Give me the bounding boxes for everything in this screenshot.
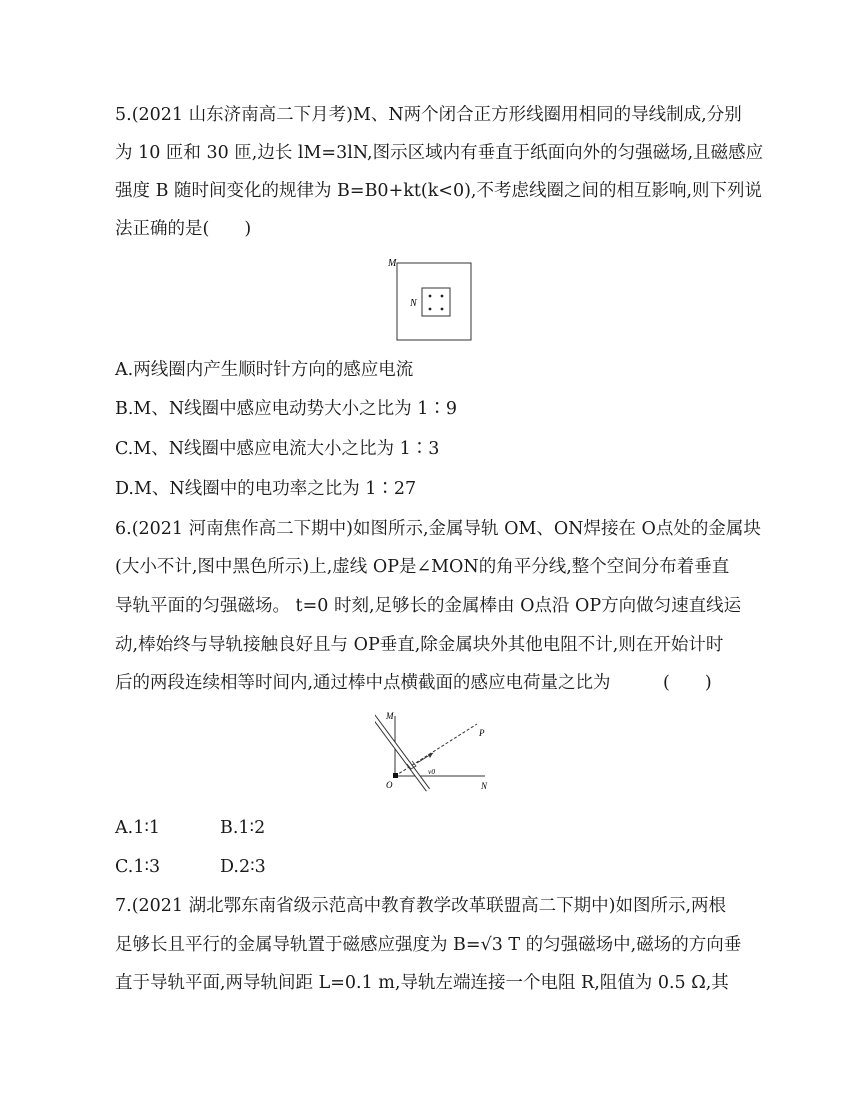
q5-option-b: B.M、N线圈中感应电动势大小之比为 1∶9 bbox=[115, 399, 457, 419]
q6-option-c: C.1∶3 bbox=[115, 857, 161, 877]
q6-line-2: (大小不计,图中黑色所示)上,虚线 OP是∠MON的角平分线,整个空间分布着垂直 bbox=[115, 557, 730, 577]
label-m: M bbox=[386, 711, 394, 721]
q5-coil-figure bbox=[380, 255, 480, 345]
label-n: N bbox=[481, 781, 488, 791]
q7-line-2: 足够长且平行的金属导轨置于磁感应强度为 B=√3 T 的匀强磁场中,磁场的方向垂 bbox=[115, 935, 742, 955]
q6-line-1: 6.(2021 河南焦作高二下期中)如图所示,金属导轨 OM、ON焊接在 O点处的金属块 bbox=[115, 519, 761, 539]
q6-option-a: A.1∶1 bbox=[115, 818, 161, 838]
q6-rail-figure bbox=[375, 706, 500, 796]
q5-option-d: D.M、N线圈中的电功率之比为 1∶27 bbox=[115, 479, 417, 499]
q5-option-c: C.M、N线圈中感应电流大小之比为 1∶3 bbox=[115, 439, 440, 459]
q7-line-1: 7.(2021 湖北鄂东南省级示范高中教育教学改革联盟高二下期中)如图所示,两根 bbox=[115, 896, 727, 916]
field-dot bbox=[429, 295, 432, 298]
q5-line-3: 强度 B 随时间变化的规律为 B=B0+kt(k<0),不考虑线圈之间的相互影响,则下列说 bbox=[115, 181, 763, 201]
q6-option-b: B.1∶2 bbox=[220, 818, 266, 838]
metal-rod-inner bbox=[375, 709, 428, 790]
q6-option-d: D.2∶3 bbox=[220, 857, 266, 877]
q5-line-1: 5.(2021 山东济南高二下月考)M、N两个闭合正方形线圈用相同的导线制成,分别 bbox=[115, 105, 742, 125]
q6-line-5: 后的两段连续相等时间内,通过棒中点横截面的感应电荷量之比为 ( ) bbox=[115, 673, 712, 693]
velocity-arrowhead bbox=[428, 753, 433, 758]
label-v0: v0 bbox=[428, 767, 436, 776]
q5-line-2: 为 10 匝和 30 匝,边长 lM=3lN,图示区域内有垂直于纸面向外的匀强磁场,且磁感应 bbox=[115, 143, 764, 163]
field-dot bbox=[441, 308, 444, 311]
q6-line-4: 动,棒始终与导轨接触良好且与 OP垂直,除金属块外其他电阻不计,则在开始计时 bbox=[115, 635, 724, 655]
label-n: N bbox=[410, 298, 417, 309]
q5-line-4: 法正确的是( ) bbox=[115, 219, 252, 239]
label-p: P bbox=[479, 728, 485, 738]
q5-option-a: A.两线圈内产生顺时针方向的感应电流 bbox=[115, 360, 414, 380]
label-m: M bbox=[388, 258, 397, 269]
outer-coil-m bbox=[397, 263, 471, 340]
field-dot bbox=[429, 308, 432, 311]
metal-block bbox=[393, 773, 398, 778]
q6-line-3: 导轨平面的匀强磁场。 t=0 时刻,足够长的金属棒由 O点沿 OP方向做匀速直线运 bbox=[115, 596, 742, 616]
field-dot bbox=[441, 295, 444, 298]
label-o: O bbox=[386, 780, 393, 790]
q7-line-3: 直于导轨平面,两导轨间距 L=0.1 m,导轨左端连接一个电阻 R,阻值为 0.5 Ω,其 bbox=[115, 973, 729, 993]
inner-coil-n bbox=[422, 288, 450, 316]
bisector-op bbox=[395, 724, 477, 776]
